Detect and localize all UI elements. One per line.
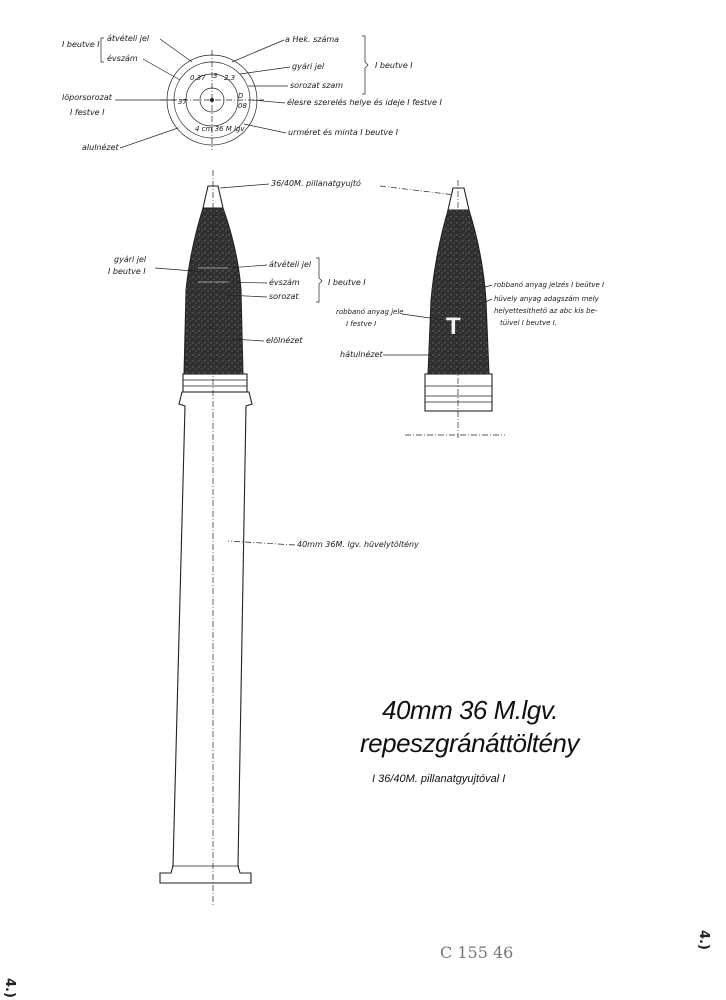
cartridge-case xyxy=(160,392,252,883)
rear-fuze-tip xyxy=(448,188,469,210)
leader-factory xyxy=(240,67,290,74)
rear-label-filler-3: tüivel I beutve I. xyxy=(500,319,557,327)
base-mark-bottom: 4 cm 36 M lgv xyxy=(195,125,245,133)
rear-band xyxy=(425,374,492,411)
leader-caliber xyxy=(244,124,286,133)
leader-year xyxy=(143,59,180,80)
rear-projectile-body xyxy=(428,210,489,374)
base-label-factory: gyári jel xyxy=(292,62,325,71)
base-label-acceptance: átvételi jel xyxy=(107,34,150,43)
title-line-2: repeszgránáttöltény xyxy=(360,728,579,758)
leader-acceptance xyxy=(160,39,192,62)
front-label-factory: gyári jel xyxy=(114,255,147,264)
base-label-view: alulnézet xyxy=(82,143,119,152)
leader-hek xyxy=(232,40,284,62)
driving-band xyxy=(183,374,247,392)
base-left-bracket xyxy=(101,38,104,62)
rear-label-filler-1: hüvely anyag adagszám mely xyxy=(494,295,599,303)
rear-stencil-letter: T xyxy=(446,313,461,340)
title-line-1: 40mm 36 M.lgv. xyxy=(382,695,559,725)
leader-fuze-rear xyxy=(380,186,455,195)
archive-number: C 155 46 xyxy=(440,943,514,962)
base-label-series: sorozat szam xyxy=(290,81,344,90)
base-mark-right2: 08 xyxy=(238,102,247,110)
rear-label-explosive-painted: robbanó anyag jele xyxy=(336,308,404,316)
front-label-factory-note: I beutve I xyxy=(108,267,146,276)
rear-view xyxy=(336,180,604,438)
page-mark-right: 4.) xyxy=(696,930,711,950)
base-label-year: évszám xyxy=(107,54,138,63)
base-label-powder-lot: löporsorozat xyxy=(62,93,112,102)
base-label-arming: élesre szerelés helye és ideje I festve I xyxy=(287,98,442,107)
title-line-3: I 36/40M. pillanatgyujtóval I xyxy=(372,773,506,785)
base-left-bracket-note: I beutve I xyxy=(62,40,100,49)
front-label-year: évszám xyxy=(269,278,300,287)
rear-label-filler-2: helyettesithetö az abc kis be- xyxy=(494,307,598,315)
rear-label-painted-note: I festve I xyxy=(346,320,377,328)
base-mark-left: 37 xyxy=(178,98,187,106)
front-view xyxy=(108,170,455,905)
front-bracket-note: I beutve I xyxy=(328,278,366,287)
base-mark-top-right: 2.3 xyxy=(224,74,236,82)
projectile-body xyxy=(184,208,243,374)
rear-label-explosive: robbanó anyag jelzés I beütve I xyxy=(494,281,605,289)
annotations xyxy=(2,930,711,998)
base-mark-right: D xyxy=(238,92,244,100)
case-label: 40mm 36M. lgv. hüvelytöltény xyxy=(297,540,419,549)
base-label-powder-note: I festve I xyxy=(70,108,105,117)
base-right-bracket xyxy=(362,36,368,94)
front-bracket xyxy=(316,258,322,302)
front-label-series: sorozat xyxy=(269,292,299,301)
leader-fuze-front xyxy=(220,184,269,188)
front-label-fuze: 36/40M. pillanatgyujtó xyxy=(271,179,361,188)
page-mark-left: 4.) xyxy=(2,978,17,998)
base-view xyxy=(62,33,442,152)
title-block xyxy=(360,695,581,785)
rear-label-view: hátulnézet xyxy=(340,350,383,359)
leader-view xyxy=(120,128,178,148)
base-mark-top-left: 0.37 xyxy=(190,74,206,82)
base-label-hek: a Hek. száma xyxy=(285,35,340,44)
base-mark-top-center: 3 xyxy=(213,72,218,80)
base-label-caliber: urméret és minta I beutve I xyxy=(288,128,398,137)
front-label-acceptance: átvételi jel xyxy=(269,260,312,269)
front-label-view: elölnézet xyxy=(266,336,303,345)
base-right-bracket-note: I beutve I xyxy=(375,61,413,70)
